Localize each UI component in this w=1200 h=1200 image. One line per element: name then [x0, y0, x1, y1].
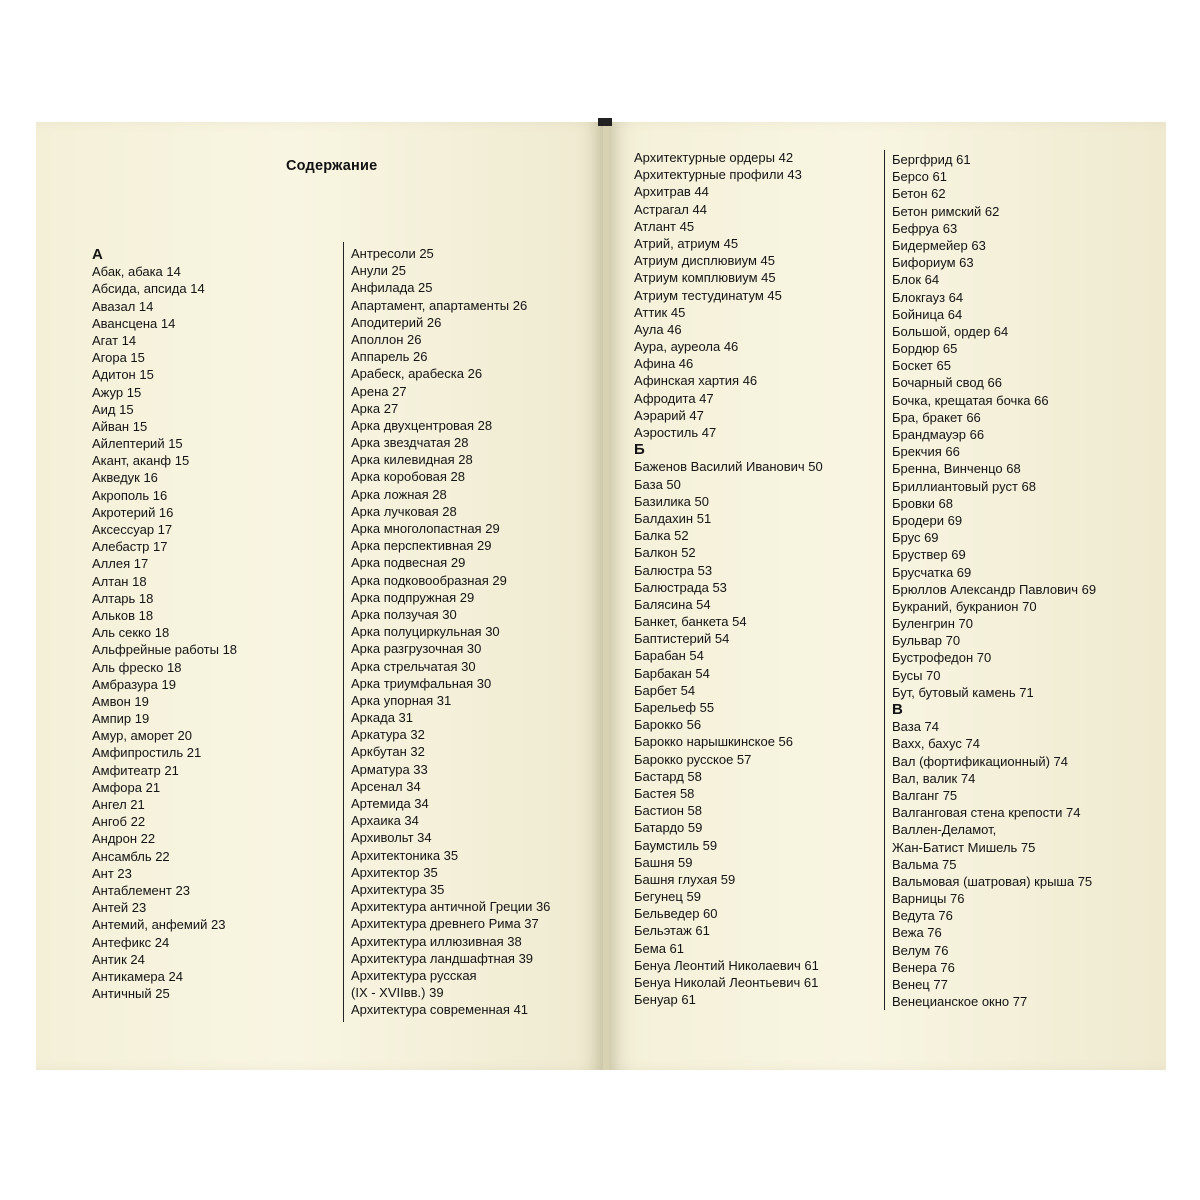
index-entry: Бастард 58	[634, 768, 702, 784]
index-entry: Вал (фортификационный) 74	[892, 753, 1068, 769]
index-entry: Архитектура иллюзивная 38	[351, 933, 522, 949]
index-entry: Бордюр 65	[892, 341, 958, 357]
index-entry: Буленгрин 70	[892, 616, 973, 632]
index-entry: Аула 46	[634, 321, 682, 337]
index-entry: Арка триумфальная 30	[351, 675, 492, 691]
index-entry: Атриум тестудинатум 45	[634, 287, 782, 303]
index-entry: Бенуа Николай Леонтьевич 61	[634, 975, 819, 990]
index-entry: Балка 52	[634, 528, 689, 544]
index-entry: Бетон 62	[892, 186, 946, 202]
index-entry: Агора 15	[92, 350, 145, 366]
index-entry: Барокко русское 57	[634, 751, 752, 767]
index-entry: Валганг 75	[892, 787, 958, 803]
index-entry: Бойница 64	[892, 306, 963, 322]
index-entry: Ведута 76	[892, 908, 953, 924]
index-entry: Адитон 15	[92, 367, 154, 383]
index-entry: Арка многолопастная 29	[351, 521, 500, 536]
index-entry: (IX - XVIIвв.) 39	[351, 985, 444, 1001]
index-entry: Аллея 17	[92, 556, 149, 572]
index-entry: Барельеф 55	[634, 700, 715, 715]
index-entry: Бидермейер 63	[892, 237, 986, 253]
index-entry: Атлант 45	[634, 218, 695, 234]
index-entry: Архивольт 34	[351, 830, 432, 846]
index-entry: Бульвар 70	[892, 633, 961, 649]
section-letter: В	[892, 701, 903, 718]
index-entry: Ангел 21	[92, 797, 145, 812]
index-entry: Арка подпружная 29	[351, 589, 475, 605]
index-entry: Венецианское окно 77	[892, 994, 1028, 1010]
index-entry: Акротерий 16	[92, 504, 174, 520]
index-entry: Баженов Василий Иванович 50	[634, 459, 823, 475]
index-entry: Арабеск, арабеска 26	[351, 366, 483, 382]
index-entry: Арка подвесная 29	[351, 555, 466, 571]
index-entry: Арена 27	[351, 383, 407, 399]
index-entry: Берсо 61	[892, 169, 947, 185]
index-entry: Батардо 59	[634, 820, 703, 836]
index-entry: Бефруа 63	[892, 220, 958, 236]
index-entry: Брандмауэр 66	[892, 427, 985, 442]
index-entry: Бра, бракет 66	[892, 409, 981, 425]
index-entry: Бенуар 61	[634, 992, 696, 1008]
index-entry: Балясина 54	[634, 596, 711, 612]
index-entry: Афина 46	[634, 356, 694, 372]
index-entry: Антик 24	[92, 951, 145, 967]
index-entry: Вахх, бахус 74	[892, 736, 980, 752]
section-letter: Б	[634, 441, 645, 459]
index-entry: Аполлон 26	[351, 331, 422, 347]
index-entry: Аркатура 32	[351, 727, 425, 743]
index-entry: Авазал 14	[92, 298, 154, 314]
index-column-4	[892, 151, 1096, 1010]
index-entry: Атриум дисплювиум 45	[634, 253, 775, 269]
index-entry: Бифориум 63	[892, 255, 974, 271]
index-entry: Акведук 16	[92, 470, 158, 486]
index-entry: Амфипростиль 21	[92, 745, 202, 761]
index-entry: Антей 23	[92, 900, 147, 916]
index-entry: Антикамера 24	[92, 968, 183, 984]
index-entry: Архитектура ландшафтная 39	[351, 950, 534, 966]
index-entry: Альков 18	[92, 607, 154, 623]
index-entry: Афродита 47	[634, 390, 714, 406]
index-entry: Валганговая стена крепости 74	[892, 805, 1081, 821]
index-entry: Брекчия 66	[892, 444, 960, 460]
index-entry: Баумстиль 59	[634, 837, 718, 853]
index-entry: Брус 69	[892, 530, 939, 546]
index-entry: Вальма 75	[892, 856, 957, 872]
index-entry: Бельведер 60	[634, 906, 718, 922]
index-entry: Антемий, анфемий 23	[92, 917, 226, 933]
index-entry: Аль секко 18	[92, 625, 170, 641]
index-entry: Архитектура древнего Рима 37	[351, 916, 539, 932]
index-entry: Афинская хартия 46	[634, 373, 758, 389]
index-entry: Ангоб 22	[92, 814, 146, 830]
index-column-3	[634, 149, 823, 1008]
index-entry: Атриум комплювиум 45	[634, 270, 776, 286]
index-entry: Букраний, букранион 70	[892, 598, 1037, 614]
index-entry: Арматура 33	[351, 761, 428, 777]
index-entry: Арка подковообразная 29	[351, 572, 507, 588]
index-entry: Артемида 34	[351, 796, 429, 811]
index-entry: Бергфрид 61	[892, 152, 971, 167]
index-entry: Аппарель 26	[351, 349, 428, 365]
index-entry: Блокгауз 64	[892, 289, 964, 305]
index-entry: Антефикс 24	[92, 934, 170, 950]
index-entry: Аподитерий 26	[351, 314, 442, 330]
index-entry: Архитектура русская	[351, 967, 477, 983]
index-entry: Балюстра 53	[634, 562, 713, 578]
index-entry: Агат 14	[92, 332, 137, 348]
index-entry: Бустрофедон 70	[892, 650, 992, 666]
index-entry: Архитектурные ордеры 42	[634, 150, 794, 165]
index-entry: Блок 64	[892, 272, 940, 288]
index-entry: Арка звездчатая 28	[351, 435, 469, 451]
index-entry: Бут, бутовый камень 71	[892, 684, 1034, 700]
index-entry: Венера 76	[892, 959, 955, 975]
index-entry: Вежа 76	[892, 925, 942, 941]
index-entry: Амур, аморет 20	[92, 728, 193, 744]
index-entry: Арка ползучая 30	[351, 606, 457, 622]
index-entry: Арка килевидная 28	[351, 452, 473, 468]
index-entry: Атрий, атриум 45	[634, 235, 739, 251]
index-entry: Архитектор 35	[351, 864, 438, 880]
index-entry: Баптистерий 54	[634, 631, 730, 647]
index-entry: Вал, валик 74	[892, 770, 976, 786]
index-entry: Венец 77	[892, 977, 948, 992]
index-entry: Аль фреско 18	[92, 659, 182, 675]
index-entry: Варницы 76	[892, 891, 965, 907]
index-entry: Архитектура 35	[351, 881, 445, 897]
index-entry: Альфрейные работы 18	[92, 642, 238, 658]
index-entry: Антаблемент 23	[92, 882, 190, 898]
index-entry: Барбакан 54	[634, 665, 710, 681]
index-entry: Барокко 56	[634, 717, 702, 733]
index-entry: Балдахин 51	[634, 510, 712, 526]
index-entry: Арка 27	[351, 400, 399, 416]
book-spine	[603, 122, 609, 1070]
index-entry: Арсенал 34	[351, 778, 421, 794]
index-entry: Акрополь 16	[92, 487, 168, 503]
index-entry: Ант 23	[92, 865, 132, 881]
index-entry: Абсида, апсида 14	[92, 281, 205, 297]
index-entry: Балкон 52	[634, 545, 696, 561]
index-entry: Большой, ордер 64	[892, 323, 1009, 339]
index-entry: Арка разгрузочная 30	[351, 641, 482, 657]
index-entry: Акант, аканф 15	[92, 453, 190, 469]
index-entry: Абак, абака 14	[92, 264, 181, 280]
index-entry: Аэрарий 47	[634, 407, 704, 423]
index-entry: База 50	[634, 476, 681, 492]
index-entry: Архитектоника 35	[351, 847, 459, 863]
index-entry: Анфилада 25	[351, 280, 433, 296]
index-entry: Античный 25	[92, 986, 170, 1002]
index-entry: Башня глухая 59	[634, 871, 736, 887]
index-entry: Брусчатка 69	[892, 564, 972, 580]
index-entry: Жан-Батист Мишель 75	[892, 839, 1036, 855]
index-entry: Барокко нарышкинское 56	[634, 734, 793, 750]
index-entry: Арка полуциркульная 30	[351, 624, 500, 640]
index-entry: Ампир 19	[92, 711, 150, 727]
index-entry: Алтарь 18	[92, 590, 154, 606]
index-entry: Бочарный свод 66	[892, 375, 1002, 391]
index-entry: Бочка, крещатая бочка 66	[892, 392, 1049, 408]
index-entry: Архитектура современная 41	[351, 1002, 529, 1018]
index-entry: Анули 25	[351, 263, 406, 279]
index-entry: Аура, ауреола 46	[634, 339, 739, 355]
section-letter: А	[92, 246, 103, 263]
index-entry: Барабан 54	[634, 648, 704, 664]
index-entry: Вальмовая (шатровая) крыша 75	[892, 873, 1093, 889]
index-entry: Аркбутан 32	[351, 744, 425, 760]
index-entry: Архитрав 44	[634, 184, 709, 200]
index-entry: Айлептерий 15	[92, 436, 183, 452]
index-entry: Бусы 70	[892, 667, 941, 683]
index-entry: Амфитеатр 21	[92, 762, 179, 778]
index-entry: Бренна, Винченцо 68	[892, 461, 1021, 477]
index-entry: Бастион 58	[634, 803, 702, 819]
index-entry: Арка стрельчатая 30	[351, 658, 476, 674]
index-column-2	[351, 245, 550, 1018]
index-entry: Боскет 65	[892, 358, 951, 374]
page-title: Содержание	[286, 158, 378, 174]
index-entry: Бровки 68	[892, 495, 953, 511]
index-entry: Арка коробовая 28	[351, 469, 466, 485]
index-entry: Аксессуар 17	[92, 522, 173, 537]
index-entry: Андрон 22	[92, 831, 156, 847]
index-entry: Барбет 54	[634, 682, 696, 698]
index-entry: Амфора 21	[92, 779, 161, 795]
index-entry: Архаика 34	[351, 813, 419, 829]
index-entry: Банкет, банкета 54	[634, 614, 747, 630]
index-entry: Велум 76	[892, 942, 949, 958]
index-entry: Валлен-Деламот,	[892, 822, 997, 838]
index-entry: Бриллиантовый руст 68	[892, 478, 1036, 494]
index-entry: Бродери 69	[892, 512, 963, 528]
index-entry: Арка ложная 28	[351, 486, 447, 502]
index-entry: Астрагал 44	[634, 201, 707, 217]
index-entry: Базилика 50	[634, 493, 709, 509]
index-entry: Авансцена 14	[92, 315, 176, 331]
index-entry: Бетон римский 62	[892, 203, 1000, 219]
index-entry: Арка перспективная 29	[351, 538, 492, 554]
index-entry: Алебастр 17	[92, 539, 168, 555]
column-divider-left	[343, 242, 344, 1022]
index-entry: Аэростиль 47	[634, 425, 717, 440]
index-column-1	[92, 246, 237, 1002]
index-entry: Антресоли 25	[351, 246, 434, 261]
index-entry: Башня 59	[634, 854, 693, 870]
index-entry: Арка лучковая 28	[351, 503, 457, 519]
index-entry: Бруствер 69	[892, 547, 966, 563]
index-entry: Арка двухцентровая 28	[351, 417, 493, 433]
index-entry: Бема 61	[634, 940, 685, 956]
index-entry: Арка упорная 31	[351, 692, 452, 708]
index-entry: Айван 15	[92, 418, 148, 434]
index-entry: Бельэтаж 61	[634, 923, 710, 939]
index-entry: Бастея 58	[634, 785, 695, 801]
index-entry: Алтан 18	[92, 573, 147, 589]
index-entry: Аркада 31	[351, 710, 413, 726]
column-divider-right	[884, 150, 885, 1010]
index-entry: Ваза 74	[892, 719, 940, 735]
index-entry: Ансамбль 22	[92, 848, 170, 864]
index-entry: Ажур 15	[92, 384, 142, 400]
index-entry: Бегунец 59	[634, 889, 701, 905]
index-entry: Аид 15	[92, 401, 134, 417]
index-entry: Балюстрада 53	[634, 579, 727, 595]
index-entry: Архитектурные профили 43	[634, 167, 802, 183]
index-entry: Аттик 45	[634, 304, 686, 320]
index-entry: Брюллов Александр Павлович 69	[892, 581, 1097, 597]
index-entry: Архитектура античной Греции 36	[351, 899, 551, 915]
spine-edge	[598, 118, 612, 126]
index-entry: Апартамент, апартаменты 26	[351, 297, 528, 313]
index-entry: Бенуа Леонтий Николаевич 61	[634, 957, 819, 973]
index-entry: Амвон 19	[92, 693, 149, 709]
index-entry: Амбразура 19	[92, 676, 176, 692]
